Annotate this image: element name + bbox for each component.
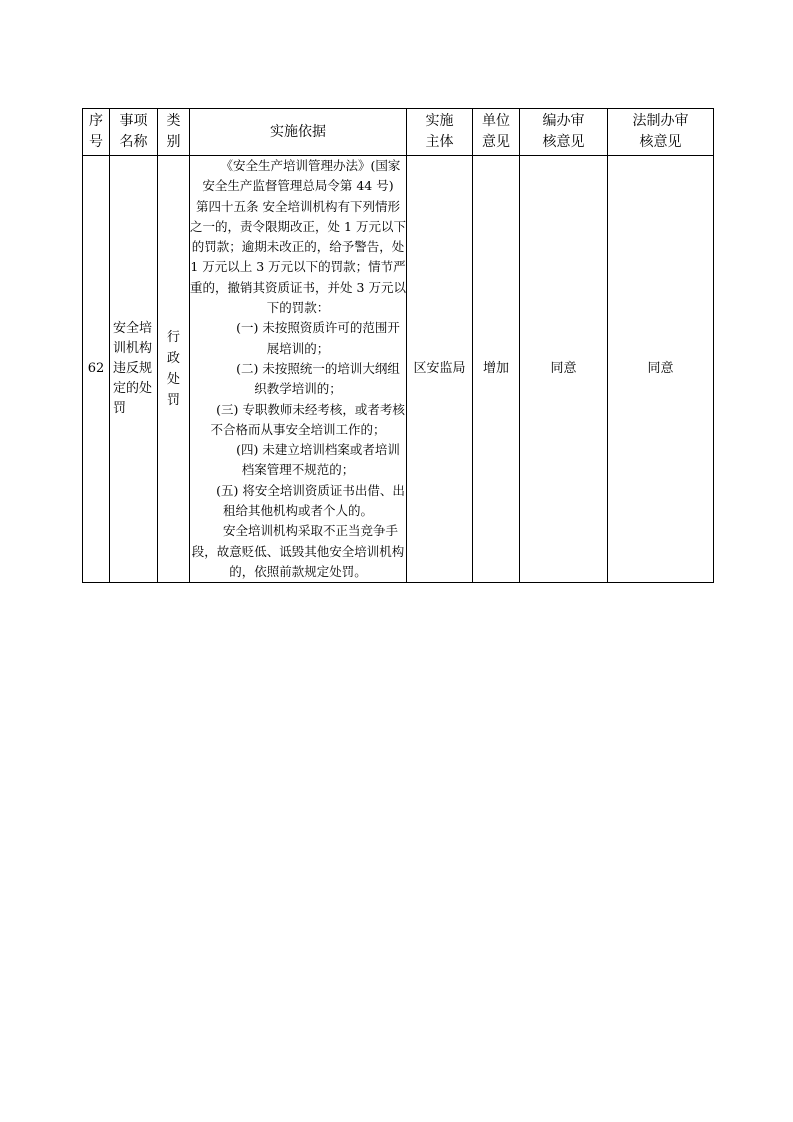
header-seq: 序号: [83, 109, 110, 156]
basis-line: 《安全生产培训管理办法》(国家安全生产监督管理总局令第 44 号): [202, 158, 401, 194]
cell-seq: 62: [83, 156, 110, 583]
header-row: [83, 109, 714, 156]
header-fazhi-opinion: 法制办审核意见: [608, 109, 714, 156]
header-bianban-opinion: 编办审核意见: [520, 109, 608, 156]
basis-line: 安全培训机构采取不正当竞争手段，故意贬低、诋毁其他安全培训机构的，依照前款规定处罚。: [191, 523, 405, 579]
header-name: 事项名称: [110, 109, 158, 156]
header-category: 类别: [158, 109, 190, 156]
header-basis: 实施依据: [190, 109, 407, 156]
basis-line: (一) 未按照资质许可的范围开展培训的；: [236, 320, 400, 356]
table-row: [83, 156, 714, 583]
cell-subject: 区安监局: [407, 156, 473, 583]
basis-line: (五) 将安全培训资质证书出借、出租给其他机构或者个人的。: [216, 482, 405, 519]
cell-category: 行政处罚: [158, 156, 190, 583]
basis-line: (三) 专职教师未经考核，或者考核不合格而从事安全培训工作的；: [210, 401, 405, 437]
basis-line: (四) 未建立培训档案或者培训档案管理不规范的；: [236, 442, 400, 478]
basis-line: 第四十五条 安全培训机构有下列情形之一的，责令限期改正，处 1 万元以下的罚款；逾期未改正的，给予警告，处 1 万元以上 3 万元以下的罚款；情节严重的，撤销其资质证书，并处 3 万元以下的罚款：: [190, 198, 406, 316]
cell-basis: [190, 156, 407, 583]
cell-fazhi-opinion: 同意: [608, 156, 714, 583]
basis-line: (二) 未按照统一的培训大纲组织教学培训的；: [236, 360, 400, 397]
header-subject: 实施主体: [407, 109, 473, 156]
cell-bianban-opinion: 同意: [520, 156, 608, 583]
approval-table: [82, 108, 714, 583]
cell-name: 安全培训机构违反规定的处罚: [110, 156, 158, 583]
cell-unit-opinion: 增加: [473, 156, 520, 583]
header-unit-opinion: 单位意见: [473, 109, 520, 156]
